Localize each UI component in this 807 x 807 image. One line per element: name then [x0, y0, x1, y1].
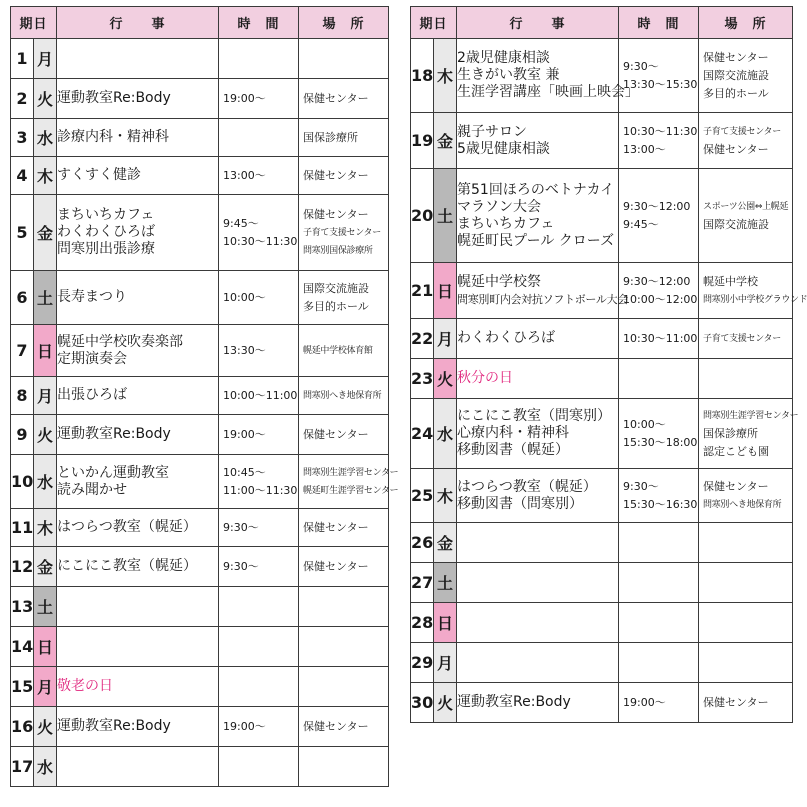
date-number: 8 — [11, 377, 34, 415]
event-cell — [457, 683, 619, 723]
event-cell — [457, 169, 619, 263]
place-cell — [299, 415, 389, 455]
event-name: 長寿まつり — [57, 289, 128, 305]
place-cell — [699, 39, 793, 113]
event-place: 保健センター — [703, 695, 769, 709]
day-of-week: 火 — [34, 79, 57, 119]
event-place: 問寒別国保診療所 — [303, 245, 373, 256]
place-cell — [299, 157, 389, 195]
event-cell — [457, 263, 628, 319]
date-number: 11 — [11, 509, 34, 547]
place-cell — [299, 119, 389, 157]
date-number: 21 — [411, 263, 434, 319]
place-cell — [299, 79, 389, 119]
table-row — [11, 271, 389, 325]
date-number: 26 — [411, 523, 434, 563]
date-number: 2 — [11, 79, 34, 119]
time-cell — [219, 509, 299, 547]
day-of-week: 火 — [34, 707, 57, 747]
event-cell — [457, 469, 619, 523]
event-cell — [57, 587, 219, 627]
event-cell — [57, 547, 219, 587]
event-name: すくすく健診 — [57, 167, 142, 183]
event-place: 子育て支援センター — [703, 126, 781, 137]
event-time: 10:00～ — [623, 417, 666, 431]
day-of-week: 月 — [434, 319, 457, 359]
time-cell — [219, 627, 299, 667]
table-row — [11, 195, 389, 271]
date-number: 20 — [411, 169, 434, 263]
event-name: 生涯学習講座「映画上映会」 — [457, 84, 640, 100]
event-name: 運動教室Re:Body — [57, 90, 171, 106]
event-name: 移動図書（幌延） — [457, 442, 570, 458]
event-place: 保健センター — [303, 168, 369, 182]
event-cell — [457, 643, 619, 683]
event-time: 9:30～12:00 — [623, 199, 691, 213]
event-name: 運動教室Re:Body — [57, 426, 171, 442]
time-cell — [219, 195, 299, 271]
day-of-week: 月 — [34, 39, 57, 79]
event-name: 移動図書（問寒別） — [457, 495, 584, 512]
event-place: 国際交流施設 — [303, 281, 370, 295]
table-row — [411, 39, 793, 113]
place-cell — [299, 455, 399, 509]
event-time: 9:45～ — [623, 217, 659, 231]
event-place: 問寒別小中学校グラウンド — [703, 294, 807, 305]
date-number: 28 — [411, 603, 434, 643]
event-time: 10:30～11:00 — [623, 331, 698, 345]
event-cell — [57, 271, 219, 325]
event-cell — [457, 359, 619, 399]
header-place: 場 所 — [299, 7, 389, 39]
place-cell — [299, 667, 389, 707]
header-time: 時 間 — [619, 7, 699, 39]
place-cell — [299, 39, 389, 79]
date-number: 13 — [11, 587, 34, 627]
event-time: 19:00～ — [623, 695, 666, 709]
date-number: 5 — [11, 195, 34, 271]
day-of-week: 水 — [34, 747, 57, 787]
event-place: 保健センター — [703, 142, 769, 156]
event-cell — [457, 113, 619, 169]
table-row — [11, 39, 389, 79]
date-number: 6 — [11, 271, 34, 325]
day-of-week: 土 — [434, 563, 457, 603]
event-cell — [57, 509, 219, 547]
date-number: 29 — [411, 643, 434, 683]
date-number: 7 — [11, 325, 34, 377]
header-event: 行 事 — [57, 7, 219, 39]
time-cell — [219, 79, 299, 119]
event-name: はつらつ教室（幌延） — [457, 478, 597, 495]
event-time: 10:30～11:30 — [223, 234, 298, 248]
table-row — [11, 547, 389, 587]
event-cell — [57, 39, 219, 79]
day-of-week: 木 — [34, 509, 57, 547]
place-cell — [699, 263, 807, 319]
event-cell — [457, 563, 619, 603]
table-row — [11, 455, 389, 509]
place-cell — [299, 271, 389, 325]
table-row — [411, 603, 793, 643]
event-place: 保健センター — [303, 91, 369, 105]
time-cell — [619, 683, 699, 723]
table-row — [411, 319, 793, 359]
place-cell — [299, 547, 389, 587]
event-place: 認定こども園 — [703, 444, 770, 458]
event-time: 13:30～15:30 — [623, 77, 698, 91]
table-row — [411, 263, 793, 319]
time-cell — [219, 377, 299, 415]
time-cell — [619, 359, 699, 399]
time-cell — [619, 39, 699, 113]
time-cell — [219, 157, 299, 195]
event-time: 9:45～ — [223, 216, 259, 230]
event-name: 読み聞かせ — [57, 481, 128, 498]
date-number: 30 — [411, 683, 434, 723]
event-place: 幌延中学校体育館 — [303, 345, 373, 356]
time-cell — [619, 399, 699, 469]
event-place: 保健センター — [303, 207, 369, 221]
event-time: 10:00～12:00 — [623, 292, 698, 306]
day-of-week: 日 — [34, 627, 57, 667]
place-cell — [299, 627, 389, 667]
time-cell — [619, 319, 699, 359]
event-name: 幌延中学校吹奏楽部 — [57, 333, 184, 350]
date-number: 18 — [411, 39, 434, 113]
table-row — [411, 563, 793, 603]
day-of-week: 火 — [434, 683, 457, 723]
table-row — [11, 79, 389, 119]
table-row — [411, 683, 793, 723]
event-name: 第51回ほろのベトナカイ — [457, 181, 615, 198]
day-of-week: 金 — [434, 523, 457, 563]
event-cell — [57, 415, 219, 455]
event-name: にこにこ教室（幌延） — [57, 558, 198, 574]
event-time: 9:30～12:00 — [623, 274, 691, 288]
event-cell — [57, 455, 219, 509]
day-of-week: 土 — [34, 271, 57, 325]
event-cell — [57, 157, 219, 195]
event-place: 保健センター — [703, 50, 769, 64]
event-name: 生きがい教室 兼 — [457, 67, 560, 83]
event-cell — [457, 399, 619, 469]
event-place: 多目的ホール — [703, 86, 769, 100]
event-name: 運動教室Re:Body — [457, 694, 571, 710]
time-cell — [219, 747, 299, 787]
place-cell — [299, 509, 389, 547]
day-of-week: 月 — [34, 377, 57, 415]
date-number: 4 — [11, 157, 34, 195]
event-name: 心療内科・精神科 — [457, 425, 570, 441]
table-row — [411, 169, 793, 263]
event-time: 19:00～ — [223, 427, 266, 441]
event-place: 国際交流施設 — [703, 217, 770, 231]
table-row — [411, 643, 793, 683]
place-cell — [699, 169, 793, 263]
day-of-week: 金 — [34, 195, 57, 271]
date-number: 19 — [411, 113, 434, 169]
place-cell — [699, 113, 793, 169]
event-cell — [57, 627, 219, 667]
place-cell — [699, 643, 793, 683]
event-time: 13:00～ — [223, 168, 266, 182]
place-cell — [699, 563, 793, 603]
time-cell — [219, 39, 299, 79]
table-row — [11, 587, 389, 627]
time-cell — [619, 563, 699, 603]
event-time: 9:30～ — [223, 559, 259, 573]
date-number: 15 — [11, 667, 34, 707]
event-time: 15:30～16:30 — [623, 497, 698, 511]
event-cell — [57, 325, 219, 377]
place-cell — [699, 683, 793, 723]
table-row — [11, 119, 389, 157]
place-cell — [699, 523, 793, 563]
event-cell — [57, 79, 219, 119]
event-name: わくわくひろば — [457, 330, 556, 346]
date-number: 16 — [11, 707, 34, 747]
place-cell — [699, 469, 793, 523]
table-row — [11, 509, 389, 547]
event-name: 問寒別町内会対抗ソフトボール大会 — [457, 292, 628, 306]
table-row — [11, 707, 389, 747]
event-cell — [57, 119, 219, 157]
event-cell — [457, 319, 619, 359]
time-cell — [619, 169, 699, 263]
event-name: まちいちカフェ — [57, 207, 155, 223]
header-time: 時 間 — [219, 7, 299, 39]
event-name: 親子サロン — [457, 123, 528, 140]
event-name: 5歳児健康相談 — [457, 140, 550, 157]
event-name: 運動教室Re:Body — [57, 718, 171, 734]
schedule-body-left — [11, 39, 399, 787]
date-number: 10 — [11, 455, 34, 509]
table-row — [411, 113, 793, 169]
event-name: マラソン大会 — [457, 198, 542, 215]
place-cell — [299, 747, 389, 787]
schedule-table-left — [10, 6, 399, 787]
day-of-week: 金 — [34, 547, 57, 587]
place-cell — [699, 319, 793, 359]
date-number: 1 — [11, 39, 34, 79]
date-number: 22 — [411, 319, 434, 359]
event-cell — [457, 39, 640, 113]
time-cell — [219, 325, 299, 377]
event-time: 10:00～11:00 — [223, 388, 298, 402]
event-time: 9:30～ — [623, 479, 659, 493]
date-number: 23 — [411, 359, 434, 399]
holiday-name: 秋分の日 — [457, 370, 514, 386]
event-name: 2歳児健康相談 — [457, 50, 550, 66]
date-number: 27 — [411, 563, 434, 603]
event-place: 多目的ホール — [303, 299, 369, 313]
event-name: はつらつ教室（幌延） — [57, 519, 197, 535]
table-header-row — [411, 7, 793, 39]
table-header-row — [11, 7, 389, 39]
event-time: 11:00～11:30 — [223, 483, 298, 497]
time-cell — [619, 643, 699, 683]
day-of-week: 土 — [34, 587, 57, 627]
event-time: 15:30～18:00 — [623, 435, 698, 449]
day-of-week: 木 — [34, 157, 57, 195]
time-cell — [219, 271, 299, 325]
event-name: 診療内科・精神科 — [57, 129, 170, 145]
day-of-week: 木 — [434, 469, 457, 523]
event-name: といかん運動教室 — [57, 464, 170, 481]
day-of-week: 土 — [434, 169, 457, 263]
event-place: 問寒別生涯学習センター — [703, 410, 799, 421]
time-cell — [219, 587, 299, 627]
event-place: 国際交流施設 — [703, 68, 770, 82]
place-cell — [699, 359, 793, 399]
time-cell — [219, 707, 299, 747]
time-cell — [219, 415, 299, 455]
event-time: 10:45～ — [223, 465, 266, 479]
event-place: 問寒別生涯学習センター — [303, 467, 399, 478]
event-place: 保健センター — [303, 427, 369, 441]
day-of-week: 木 — [434, 39, 457, 113]
event-place: 国保診療所 — [703, 426, 759, 440]
day-of-week: 日 — [434, 603, 457, 643]
table-row — [11, 415, 389, 455]
event-name: 幌延中学校祭 — [457, 273, 542, 290]
day-of-week: 金 — [434, 113, 457, 169]
table-row — [411, 523, 793, 563]
day-of-week: 月 — [434, 643, 457, 683]
time-cell — [219, 455, 299, 509]
event-name: わくわくひろば — [57, 224, 156, 240]
place-cell — [299, 377, 389, 415]
event-place: 子育て支援センター — [303, 227, 381, 238]
table-row — [11, 325, 389, 377]
table-row — [11, 627, 389, 667]
date-number: 17 — [11, 747, 34, 787]
date-number: 3 — [11, 119, 34, 157]
event-place: 保健センター — [303, 559, 369, 573]
event-cell — [57, 707, 219, 747]
table-row — [11, 667, 389, 707]
event-time: 10:00～ — [223, 290, 266, 304]
table-row — [11, 747, 389, 787]
event-place: スポーツ公園⇔上幌延 — [703, 201, 789, 212]
event-place: 子育て支援センター — [703, 333, 781, 344]
day-of-week: 水 — [34, 455, 57, 509]
day-of-week: 火 — [434, 359, 457, 399]
table-row — [411, 359, 793, 399]
event-cell — [457, 603, 619, 643]
event-name: 定期演奏会 — [57, 350, 128, 367]
date-number: 9 — [11, 415, 34, 455]
place-cell — [299, 587, 389, 627]
place-cell — [299, 325, 389, 377]
time-cell — [619, 603, 699, 643]
header-day: 期日 — [11, 7, 57, 39]
day-of-week: 水 — [434, 399, 457, 469]
table-row — [411, 469, 793, 523]
event-place: 問寒別へき地保育所 — [303, 390, 382, 401]
event-time: 9:30～ — [223, 520, 259, 534]
event-time: 9:30～ — [623, 59, 659, 73]
event-place: 保健センター — [303, 719, 369, 733]
time-cell — [219, 667, 299, 707]
header-day: 期日 — [411, 7, 457, 39]
event-place: 問寒別へき地保育所 — [703, 499, 782, 510]
time-cell — [619, 469, 699, 523]
time-cell — [619, 263, 699, 319]
table-row — [11, 157, 389, 195]
schedule-table-right — [410, 6, 807, 723]
event-place: 幌延中学校 — [703, 274, 759, 288]
time-cell — [619, 113, 699, 169]
event-time: 13:30～ — [223, 343, 266, 357]
event-time: 13:00～ — [623, 142, 666, 156]
day-of-week: 日 — [434, 263, 457, 319]
event-name: にこにこ教室（問寒別） — [457, 408, 612, 424]
event-time: 19:00～ — [223, 91, 266, 105]
event-name: まちいちカフェ — [457, 215, 555, 232]
event-cell — [457, 523, 619, 563]
date-number: 12 — [11, 547, 34, 587]
event-time: 19:00～ — [223, 719, 266, 733]
date-number: 14 — [11, 627, 34, 667]
place-cell — [699, 399, 799, 469]
header-place: 場 所 — [699, 7, 793, 39]
holiday-name: 敬老の日 — [57, 678, 114, 694]
event-name: 幌延町民プール クローズ — [457, 232, 615, 249]
time-cell — [219, 547, 299, 587]
date-number: 24 — [411, 399, 434, 469]
event-place: 保健センター — [703, 479, 769, 493]
table-row — [411, 399, 793, 469]
time-cell — [619, 523, 699, 563]
event-cell — [57, 377, 219, 415]
schedule-body-right — [411, 39, 807, 723]
event-place: 国保診療所 — [303, 130, 359, 144]
event-cell — [57, 747, 219, 787]
event-cell — [57, 195, 219, 271]
header-event: 行 事 — [457, 7, 619, 39]
event-place: 保健センター — [303, 520, 369, 534]
table-row — [11, 377, 389, 415]
place-cell — [299, 195, 389, 271]
event-time: 10:30～11:30 — [623, 124, 698, 138]
date-number: 25 — [411, 469, 434, 523]
day-of-week: 火 — [34, 415, 57, 455]
day-of-week: 月 — [34, 667, 57, 707]
place-cell — [699, 603, 793, 643]
event-cell — [57, 667, 219, 707]
day-of-week: 日 — [34, 325, 57, 377]
place-cell — [299, 707, 389, 747]
event-name: 問寒別出張診療 — [57, 241, 156, 257]
event-name: 出張ひろば — [57, 387, 128, 403]
time-cell — [219, 119, 299, 157]
day-of-week: 水 — [34, 119, 57, 157]
event-place: 幌延町生涯学習センター — [303, 485, 399, 496]
